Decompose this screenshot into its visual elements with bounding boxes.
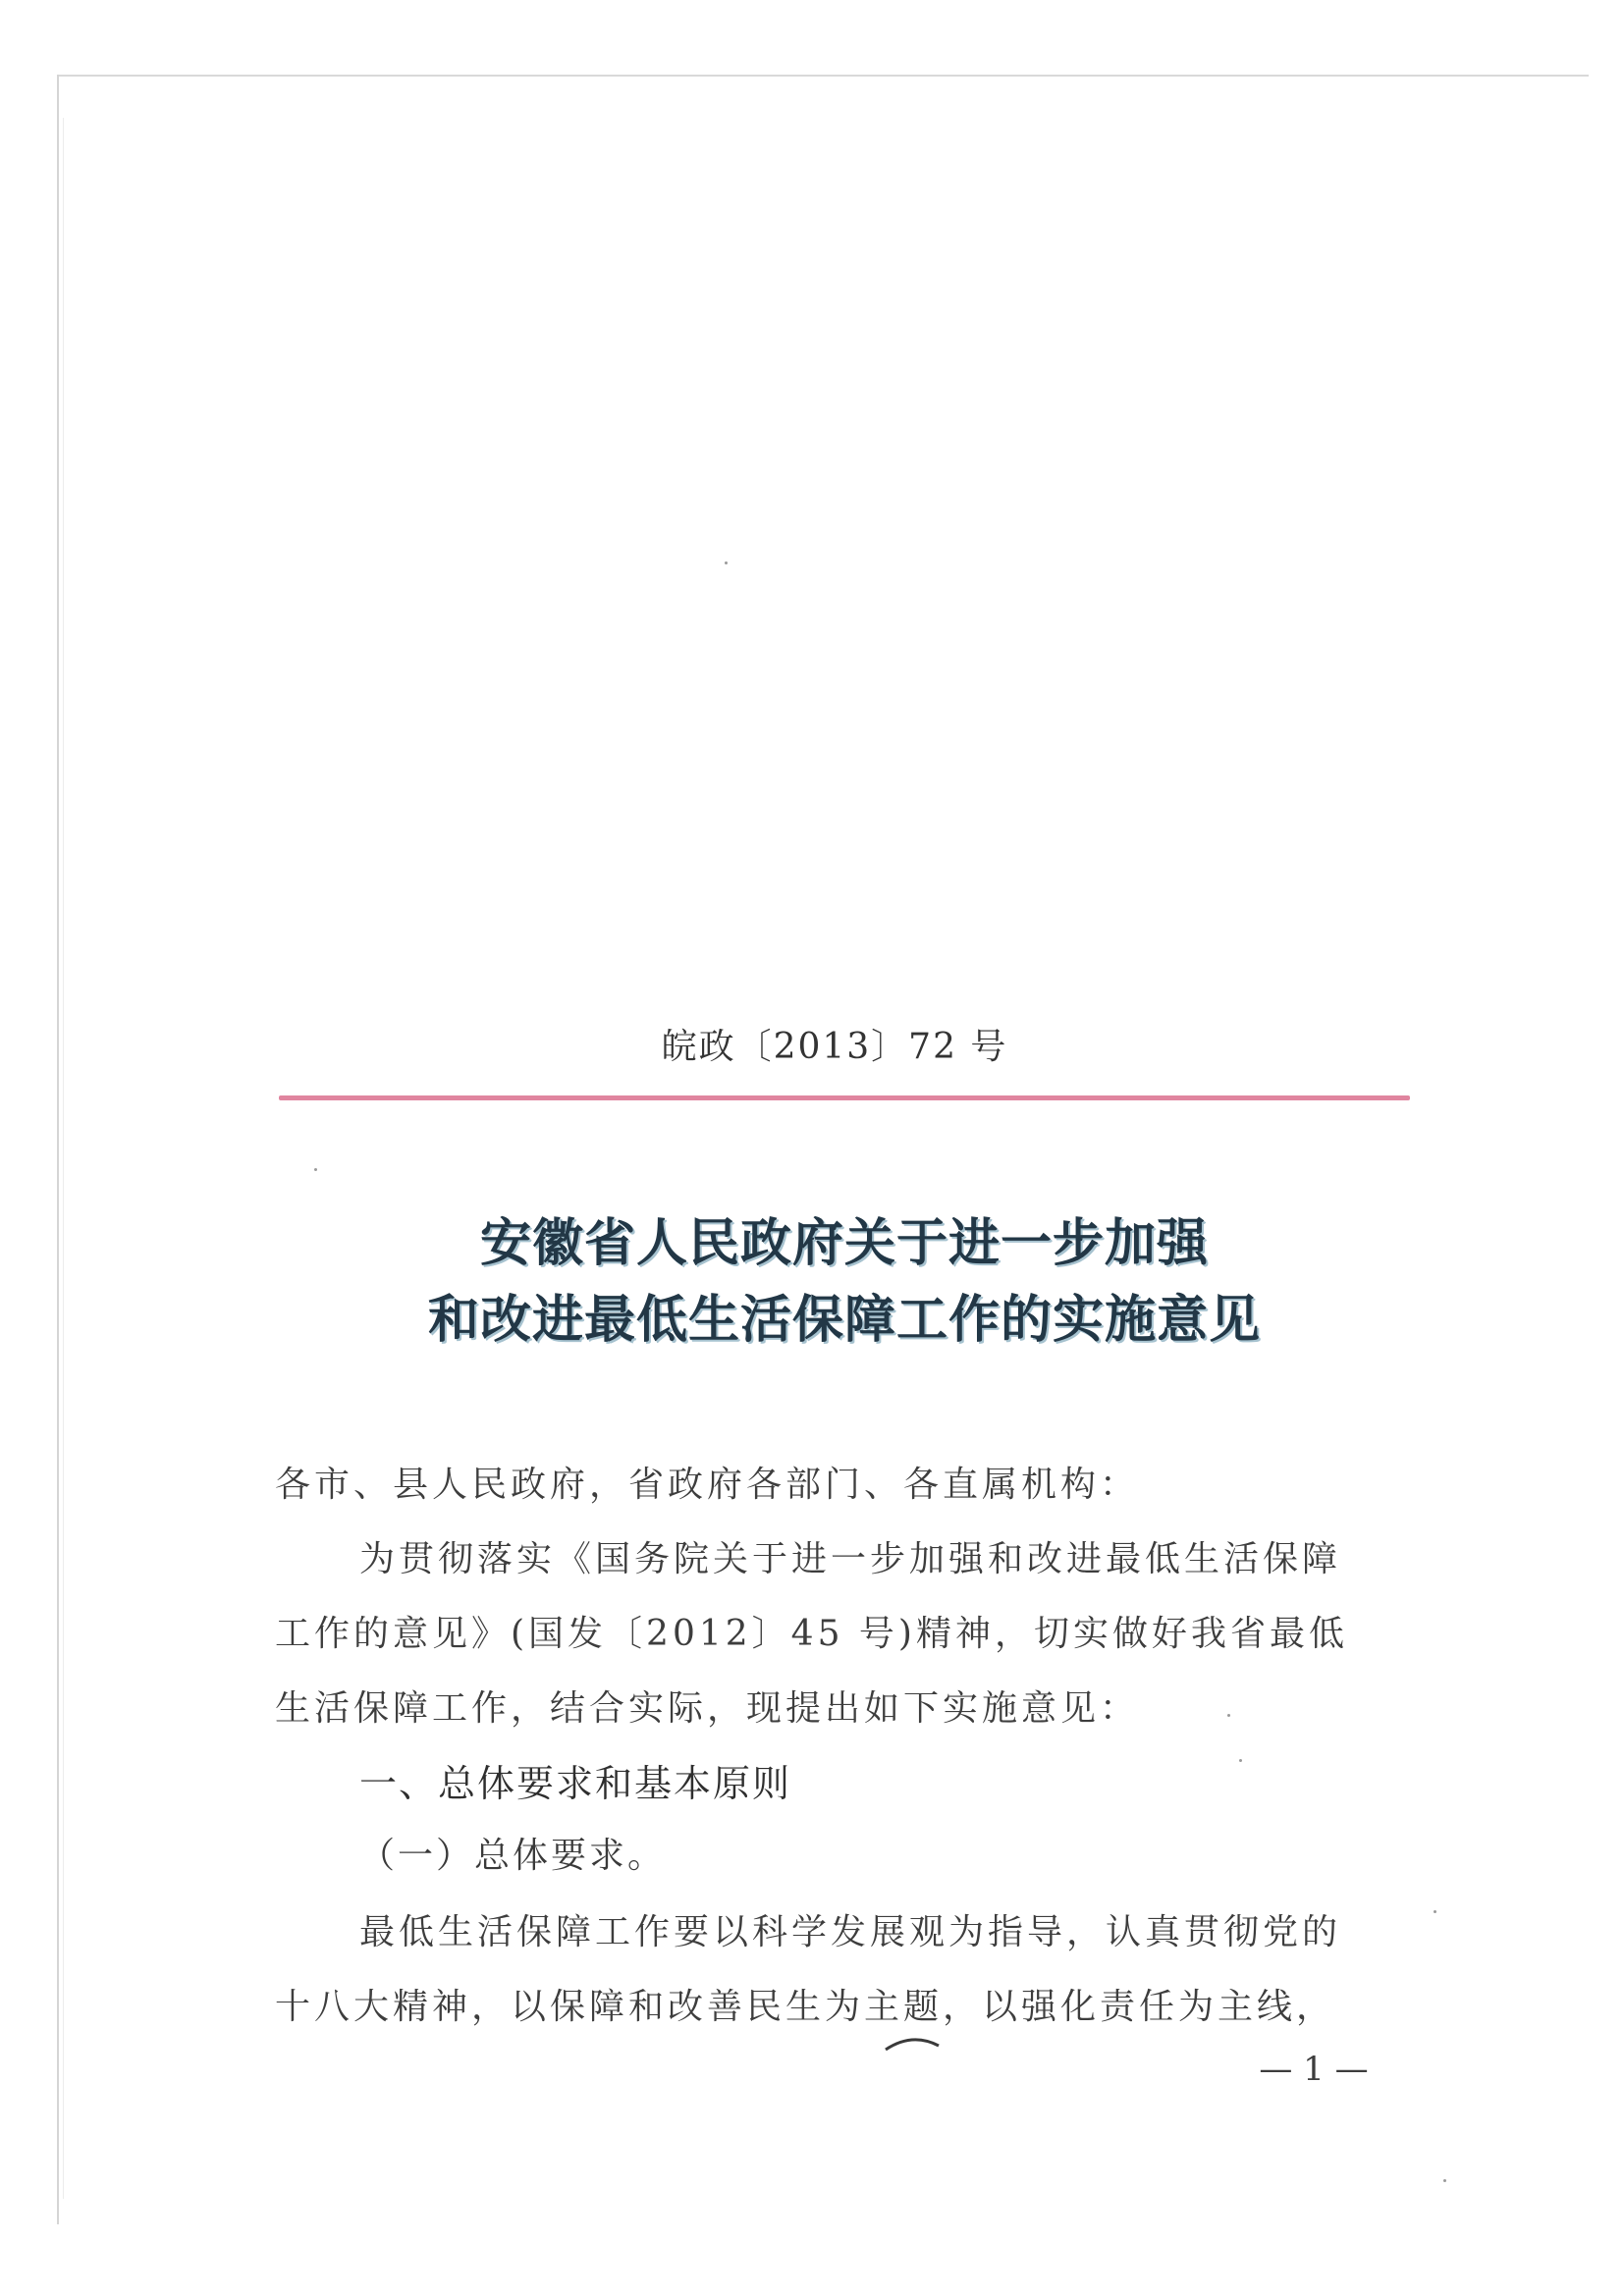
addressee-line: 各市、县人民政府，省政府各部门、各直属机构： (275, 1465, 1140, 1505)
section-heading: 一、总体要求和基本原则 (359, 1762, 792, 1805)
document-number: 皖政〔2013〕72 号 (661, 1027, 1008, 1067)
body-line-2: 十八大精神，以保障和改善民生为主题，以强化责任为主线， (275, 1987, 1336, 2027)
page-number: — 1 — (1259, 2050, 1369, 2089)
subsection-heading: （一）总体要求。 (359, 1836, 667, 1876)
intro-line-1: 为贯彻落实《国务院关于进一步加强和改进最低生活保障 (359, 1539, 1342, 1579)
intro-line-2: 工作的意见》(国发〔2012〕45 号)精神，切实做好我省最低 (275, 1614, 1348, 1654)
body-line-1: 最低生活保障工作要以科学发展观为指导，认真贯彻党的 (359, 1912, 1342, 1952)
scan-edge-left-inner (63, 118, 64, 2199)
scan-speck (314, 1168, 317, 1171)
scan-edge-left (57, 75, 59, 2224)
red-separator-rule (279, 1095, 1410, 1100)
scan-speck (1434, 1910, 1436, 1913)
scan-speck (1443, 2179, 1446, 2182)
intro-line-3: 生活保障工作，结合实际，现提出如下实施意见： (275, 1688, 1140, 1729)
scan-speck (1227, 1714, 1230, 1717)
document-title (255, 1205, 1434, 1359)
scan-edge-top (57, 75, 1589, 77)
seal-fragment-mark (882, 2032, 943, 2054)
title-line-2: 和改进最低生活保障工作的实施意见 (427, 1290, 1261, 1350)
title-line-1: 安徽省人民政府关于进一步加强 (479, 1213, 1209, 1273)
scan-speck (1239, 1759, 1242, 1762)
scan-speck (725, 561, 728, 564)
